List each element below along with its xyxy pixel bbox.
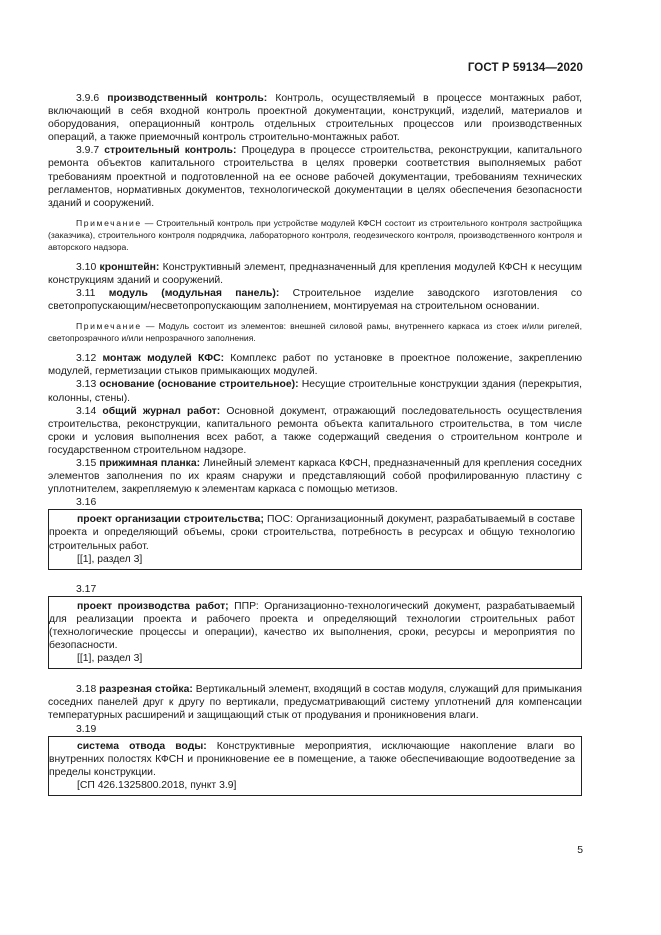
definition-3-15	[48, 457, 582, 496]
clause-number: 3.13	[76, 379, 97, 391]
source-reference: [[1], раздел 3]	[77, 553, 143, 565]
definition-3-9-7	[48, 144, 582, 209]
clause-number: 3.11	[76, 288, 96, 300]
definition-text: Основной документ, отражающий последовательность осуществления строительства, реконструкции, капитального ремонта объекта капитального строительства, в том числе сроки и условия выполнения всех работ, а также содержащий сведения о строительном контроле и государственном строительном надзоре.	[48, 405, 582, 456]
clause-number: 3.18	[76, 684, 97, 696]
definition-3-14	[48, 405, 582, 457]
term: проект производства работ;	[77, 600, 229, 612]
definition-3-16	[49, 513, 575, 552]
definition-3-19	[49, 740, 575, 779]
term: проект организации строительства;	[77, 514, 264, 526]
term: основание (основание строительное):	[99, 379, 299, 391]
clause-number: 3.15	[76, 457, 97, 469]
clause-number: 3.10	[76, 261, 97, 273]
clause-number-3-17: 3.17	[76, 583, 97, 595]
definition-box-3-16	[48, 509, 582, 569]
definition-text: Строительное изделие заводского изготовления со светопропускающим/несветопропускающим заполнением, монтируемая на строительном основании.	[48, 288, 582, 313]
definition-text: Линейный элемент каркаса КФСН, предназначенный для крепления соседних элементов заполнения по их краям снаружи и представляющий собой профилированную пластину с уплотнителем, закрепляемую к элементам каркаса с помощью метизов.	[48, 457, 582, 496]
source-reference: [СП 426.1325800.2018, пункт 3.9]	[77, 779, 237, 791]
definitions-content	[48, 92, 582, 796]
note-module	[48, 320, 582, 344]
definition-text: Контроль, осуществляемый в процессе монтажных работ, включающий в себя входной контроль проектной документации, конструкций, изделий, материалов и оборудования, операционный контроль отдельных строительных процессов или производственных операций, а также приемочный контроль строительно-монтажных работ.	[48, 93, 582, 144]
source-reference: [[1], раздел 3]	[77, 653, 143, 665]
page-number: 5	[577, 845, 583, 856]
clause-number: 3.9.7	[76, 145, 100, 157]
term: строительный контроль:	[104, 145, 237, 157]
clause-number-3-19: 3.19	[76, 723, 97, 735]
definition-text: ПОС: Организационный документ, разрабатываемый в составе проекта и определяющий объемы, сроки строительства, потребность в ресурсах и общую технологию строительных работ.	[49, 514, 575, 552]
definition-text: Конструктивные мероприятия, исключающие накопление влаги во внутренних полостях КФСН и проникновение ее в помещение, а также обеспечивающие водоотведение за пределы конструкции.	[49, 740, 575, 778]
definition-text: Процедура в процессе строительства, реконструкции, капитального ремонта объектов капитального строительства в целях проверки соответствия выполняемых работ требованиям проектной и подготовленной на ее основе рабочей документации, требованиям технических регламентов, нормативных документов, технологической документации в целях обеспечения безопасности зданий и сооружений.	[48, 145, 582, 209]
term: модуль (модульная панель):	[108, 288, 280, 300]
term: кронштейн:	[99, 261, 160, 273]
definition-3-11	[48, 287, 582, 313]
definition-3-12	[48, 352, 582, 378]
term: производственный контроль:	[107, 93, 268, 104]
note-construction-control	[48, 217, 582, 253]
definition-3-9-6	[48, 92, 582, 144]
note-text: — Модуль состоит из элементов: внешней силовой рамы, внутреннего каркаса из стоек и/или ригелей, светопрозрачного и/или непрозрачного заполнения.	[48, 321, 582, 344]
clause-number: 3.9.6	[76, 93, 100, 104]
note-text: — Строительный контроль при устройстве модулей КФСН состоит из строительного контроля застройщика (заказчика), строительного контроля подрядчика, лабораторного контроля, геодезического контроля, производственного контроля и авторского надзора.	[48, 217, 582, 252]
term: система отвода воды:	[77, 740, 207, 752]
standard-header: ГОСТ Р 59134—2020	[467, 62, 583, 74]
definition-box-3-19	[48, 736, 582, 796]
term: монтаж модулей КФС:	[102, 353, 225, 365]
clause-number: 3.12	[76, 353, 97, 365]
definition-text: Несущие строительные конструкции здания (перекрытия, колонны, стены).	[48, 379, 583, 404]
definition-3-10	[48, 261, 582, 287]
note-label: Примечание	[76, 321, 142, 332]
definition-3-17	[49, 600, 575, 652]
term: разрезная стойка:	[99, 684, 193, 696]
definition-box-3-17	[48, 596, 582, 669]
clause-number-3-16: 3.16	[76, 497, 97, 509]
definition-text: Комплекс работ по установке в проектное положение, закреплению модулей, герметизации стыков примыкающих модулей.	[48, 353, 582, 378]
definition-text: ППР: Организационно-технологический документ, разрабатываемый для реализации проекта и рабочего проекта и определяющий технологии строительных работ (технологические процессы и операции), качество их выполнения, сроки, ресурсы и мероприятия по безопасности.	[49, 600, 575, 652]
clause-number: 3.14	[76, 405, 97, 417]
term: прижимная планка:	[99, 457, 201, 469]
definition-3-13	[48, 378, 582, 404]
definition-3-18	[48, 683, 582, 722]
term: общий журнал работ:	[102, 405, 221, 417]
definition-text: Конструктивный элемент, предназначенный для крепления модулей КФСН к несущим конструкциям зданий и сооружений.	[48, 261, 582, 286]
note-label: Примечание	[76, 217, 142, 228]
definition-text: Вертикальный элемент, входящий в состав модуля, служащий для примыкания соседних панелей друг к другу по вертикали, предусматривающий систему уплотнений для компенсации температурных расширений и защищающий стык от продувания и проникновения влаги.	[48, 684, 582, 722]
